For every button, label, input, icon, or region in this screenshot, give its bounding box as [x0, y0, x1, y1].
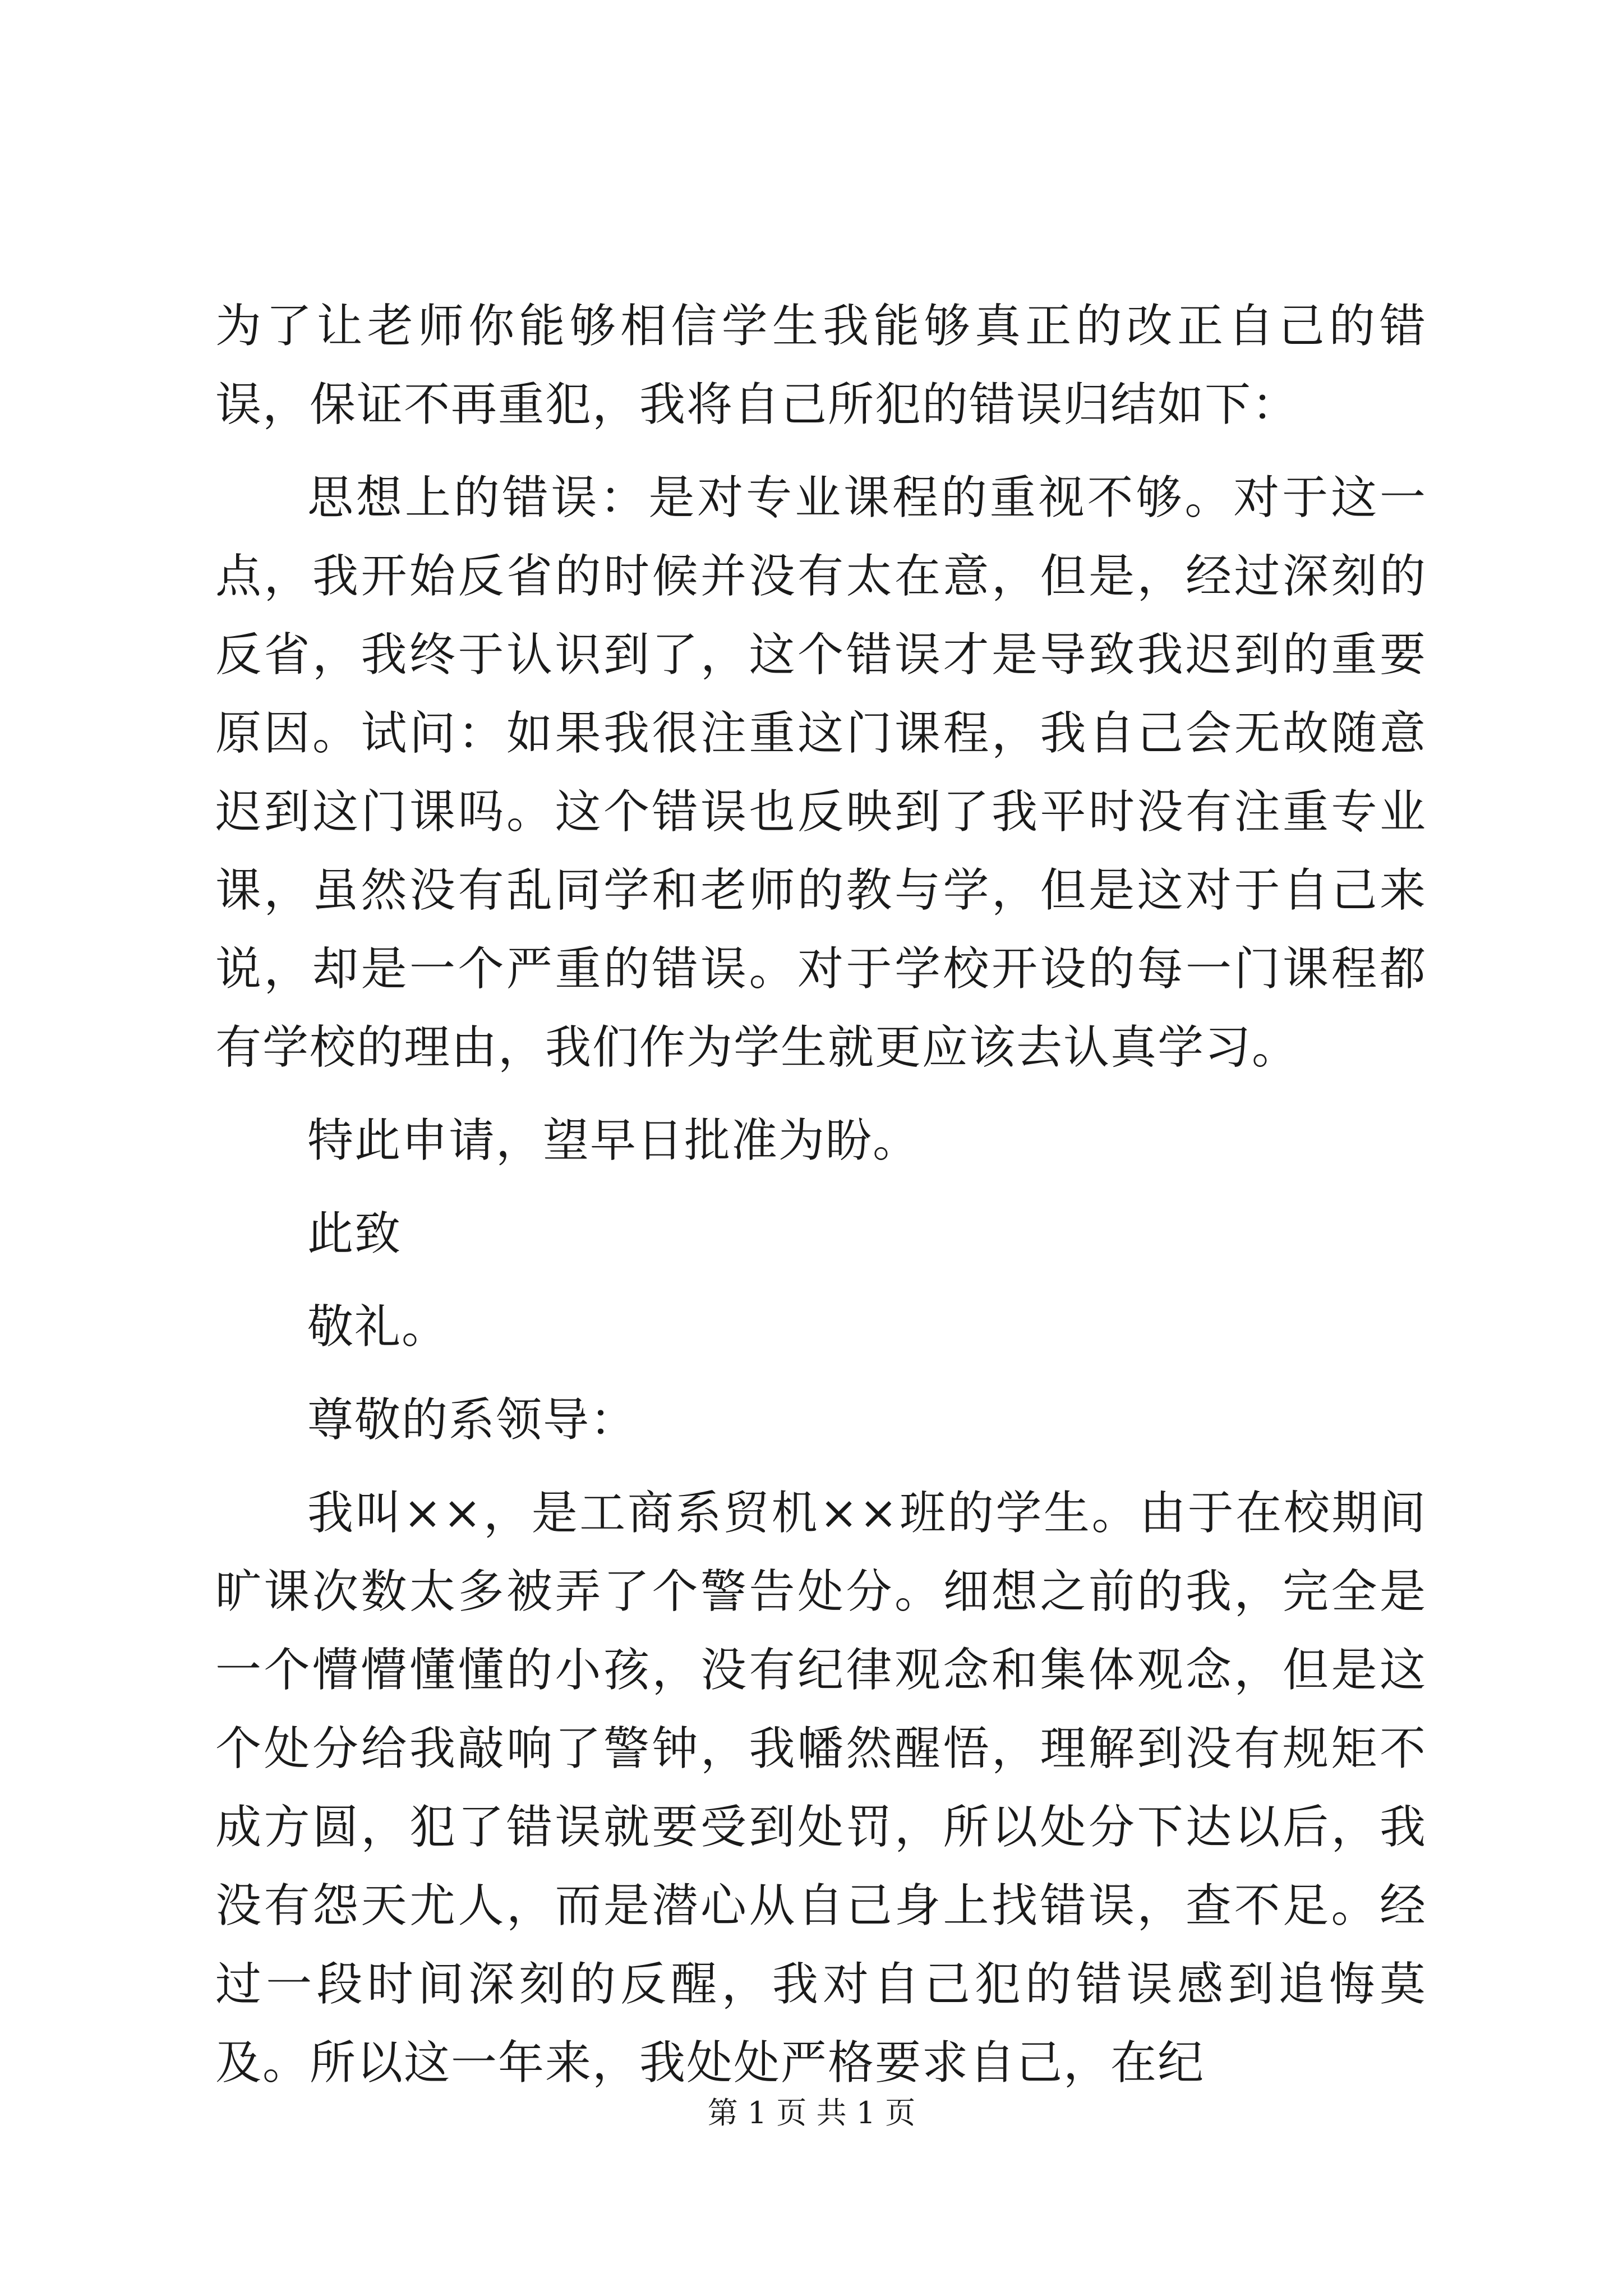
page-footer: 第 1 页 共 1 页 [707, 2095, 916, 2131]
document-body [215, 287, 1427, 2117]
letter-greeting: 尊敬的系领导： [307, 1393, 638, 1447]
paragraph-2: 思想上的错误：是对专业课程的重视不够。对于这一点，我开始反省的时候并没有太在意，但是，经过深刻的反省，我终于认识到了，这个错误才是导致我迟到的重要原因。试问：如果我很注重这门课程，我自己会无故随意迟到这门课吗。这个错误也反映到了我平时没有注重专业课，虽然没有乱同学和老师的教与学，但是这对于自己来说，却是一个严重的错误。对于学校开设的每一门课程都有学校的理由，我们作为学生就更应该去认真学习。 [215, 471, 1427, 1074]
paragraph-3: 特此申请，望早日批准为盼。 [307, 1114, 920, 1167]
closing-regards: 敬礼。 [307, 1300, 449, 1354]
closing-salutation: 此致 [307, 1207, 402, 1260]
paragraph-7: 我叫××，是工商系贸机××班的学生。由于在校期间旷课次数太多被弄了个警告处分。细想之前的我，完全是一个懵懵懂懂的小孩，没有纪律观念和集体观念，但是这个处分给我敲响了警钟，我幡然醒悟，理解到没有规矩不成方圆，犯了错误就要受到处罚，所以处分下达以后，我没有怨天尤人，而是潜心从自己身上找错误，查不足。经过一段时间深刻的反醒，我对自己犯的错误感到追悔莫及。所以这一年来，我处处严格要求自己，在纪 [215, 1487, 1427, 2090]
paragraph-1: 为了让老师你能够相信学生我能够真正的改正自己的错误，保证不再重犯，我将自己所犯的错误归结如下： [215, 300, 1427, 431]
